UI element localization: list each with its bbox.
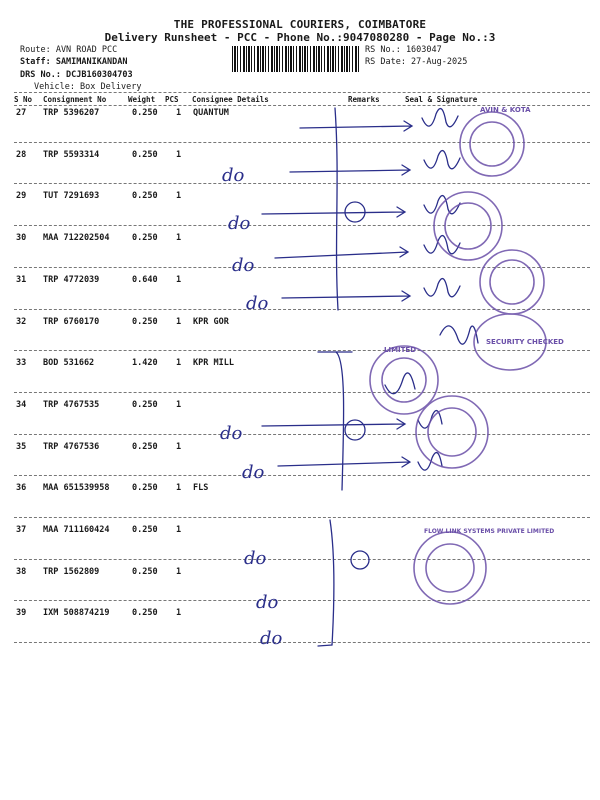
cell-sno: 31 <box>16 274 27 285</box>
cell-consignment: TRP 4767535 <box>43 399 100 410</box>
ditto-mark: do <box>256 592 279 613</box>
route-label: Route: AVN ROAD PCC <box>20 45 118 55</box>
col-sno: S No <box>14 95 33 104</box>
arrow <box>282 291 410 301</box>
vehicle-label: Vehicle: Box Delivery <box>34 82 142 92</box>
cell-pcs: 1 <box>176 191 182 202</box>
cell-pcs: 1 <box>176 399 182 410</box>
signature <box>424 151 460 169</box>
cell-pcs: 1 <box>176 566 182 577</box>
company-stamp <box>370 346 438 414</box>
cell-consignment: TRP 4767536 <box>43 441 100 452</box>
cell-pcs: 1 <box>176 608 182 619</box>
cell-sno: 33 <box>16 358 27 369</box>
remark-circle <box>345 420 365 440</box>
cell-pcs: 1 <box>176 483 182 494</box>
cell-pcs: 1 <box>176 316 182 327</box>
signature <box>440 326 478 344</box>
cell-consignment: TRP 6760170 <box>43 316 100 327</box>
cell-weight: 0.250 <box>132 525 158 535</box>
ditto-mark: do <box>242 462 265 483</box>
cell-pcs: 1 <box>176 108 182 118</box>
cell-consignee: KPR MILL <box>193 358 234 369</box>
cell-sno: 32 <box>16 316 27 327</box>
company-stamp <box>416 396 488 468</box>
cell-sno: 36 <box>16 483 27 494</box>
remark-circle <box>351 551 369 569</box>
cell-pcs: 1 <box>176 525 182 535</box>
cell-consignee: QUANTUM <box>193 108 229 118</box>
signature <box>385 373 415 394</box>
company-title: THE PROFESSIONAL COURIERS, COIMBATORE <box>173 18 427 31</box>
cell-sno: 28 <box>16 149 27 160</box>
ditto-mark: do <box>220 423 243 444</box>
arrow <box>290 165 410 175</box>
arrow <box>275 247 408 258</box>
rs-number: RS No.: 1603047 <box>365 45 442 55</box>
ditto-mark: do <box>228 213 251 234</box>
ditto-mark: do <box>246 293 269 314</box>
cell-consignment: TRP 1562809 <box>43 566 100 577</box>
stamp-text: AVIN & KOTA <box>480 106 531 114</box>
cell-weight: 1.420 <box>132 358 158 369</box>
cell-sno: 30 <box>16 233 27 244</box>
cell-pcs: 1 <box>176 358 182 369</box>
cell-weight: 0.250 <box>132 149 158 160</box>
cell-weight: 0.250 <box>132 316 158 327</box>
runsheet-subtitle: Delivery Runsheet - PCC - Phone No.:9047080280 - Page No.:3 <box>104 31 496 44</box>
cell-weight: 0.640 <box>132 274 158 285</box>
cell-consignment: MAA 651539958 <box>43 483 110 494</box>
cell-pcs: 1 <box>176 441 182 452</box>
cell-consignment: IXM 508874219 <box>43 608 110 619</box>
col-weight: Weight <box>128 95 156 104</box>
cell-consignment: TRP 5396207 <box>43 108 100 118</box>
cell-weight: 0.250 <box>132 483 158 494</box>
col-seal: Seal & Signature <box>405 95 478 104</box>
cell-sno: 37 <box>16 525 27 535</box>
arrow <box>262 419 405 429</box>
ditto-mark: do <box>232 255 255 276</box>
cell-sno: 27 <box>16 108 27 118</box>
cell-weight: 0.250 <box>132 441 158 452</box>
cell-weight: 0.250 <box>132 566 158 577</box>
rs-date: RS Date: 27-Aug-2025 <box>365 57 468 67</box>
arrow <box>278 457 410 467</box>
cell-weight: 0.250 <box>132 399 158 410</box>
cell-weight: 0.250 <box>132 108 158 118</box>
stamp-text: LIMITED <box>384 346 417 354</box>
cell-consignment: MAA 712202504 <box>43 233 110 244</box>
bracket-line-top <box>335 108 338 310</box>
drs-label: DRS No.: DCJB160304703 <box>20 70 133 80</box>
bracket-line-middle <box>336 352 344 490</box>
arrow <box>300 121 412 131</box>
cell-consignee: KPR GOR <box>193 316 229 327</box>
col-pcs: PCS <box>165 95 179 104</box>
cell-weight: 0.250 <box>132 608 158 619</box>
cell-consignment: MAA 711160424 <box>43 525 110 535</box>
cell-sno: 39 <box>16 608 27 619</box>
cell-consignment: TRP 4772039 <box>43 274 100 285</box>
cell-weight: 0.250 <box>132 191 158 202</box>
flowlink-stamp <box>414 532 486 604</box>
arrow <box>262 207 405 217</box>
stamp-text: SECURITY CHECKED <box>486 338 564 346</box>
signature <box>422 109 458 127</box>
cell-sno: 35 <box>16 441 27 452</box>
cell-consignment: BOD 531662 <box>43 358 95 369</box>
col-consignee: Consignee Details <box>192 95 269 104</box>
bracket-line-bottom <box>330 520 334 645</box>
cell-pcs: 1 <box>176 274 182 285</box>
ditto-mark: do <box>260 628 283 649</box>
cell-consignment: TRP 5593314 <box>43 149 100 160</box>
cell-pcs: 1 <box>176 233 182 244</box>
ditto-mark: do <box>244 548 267 569</box>
ditto-mark: do <box>222 165 245 186</box>
cell-consignee: FLS <box>193 483 209 494</box>
col-consignment: Consignment No <box>43 95 107 104</box>
cell-sno: 38 <box>16 566 27 577</box>
cell-weight: 0.250 <box>132 233 158 244</box>
cell-sno: 29 <box>16 191 27 202</box>
cell-sno: 34 <box>16 399 27 410</box>
col-remarks: Remarks <box>348 95 380 104</box>
cell-consignment: TUT 7291693 <box>43 191 100 202</box>
signature <box>424 279 460 297</box>
cell-pcs: 1 <box>176 149 182 160</box>
staff-label: Staff: SAMIMANIKANDAN <box>20 57 128 67</box>
stamp-text: FLOW LINK SYSTEMS PRIVATE LIMITED <box>424 528 555 535</box>
